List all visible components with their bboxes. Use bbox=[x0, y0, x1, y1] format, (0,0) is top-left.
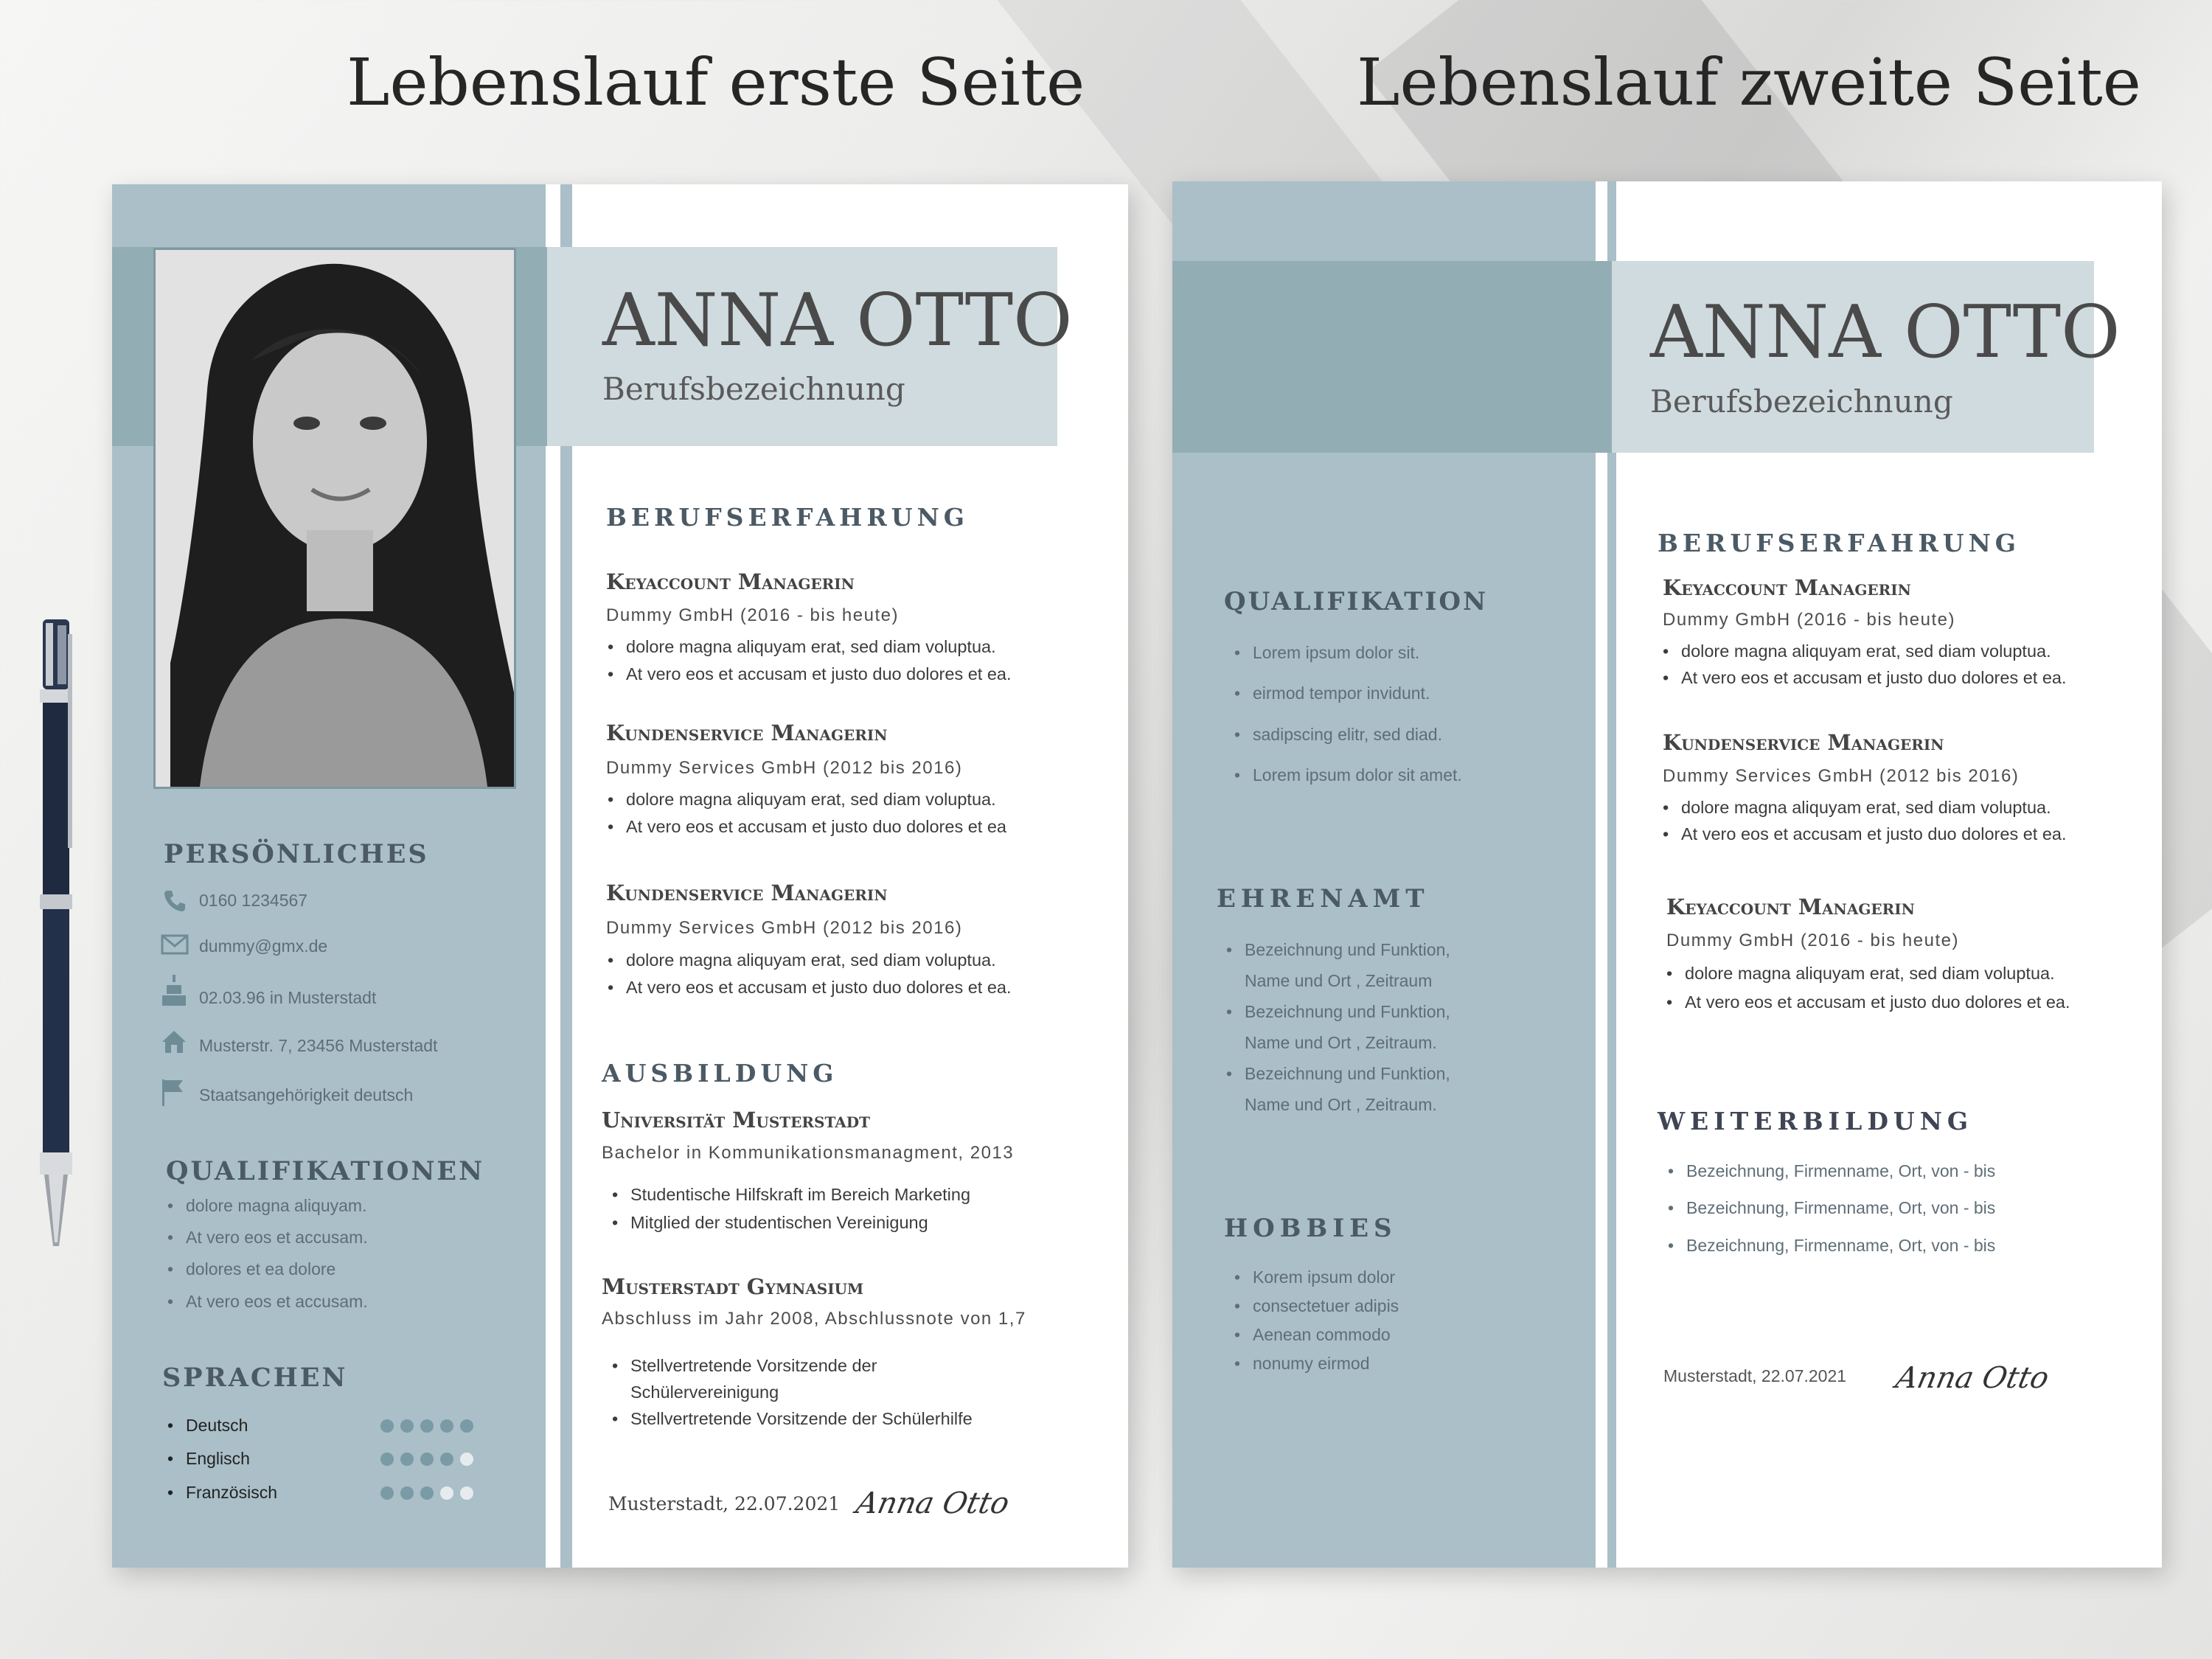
job-entry-bullet: • At vero eos et accusam et justo duo dolores et ea. bbox=[626, 978, 1012, 998]
education-entry-bullet: • Mitglied der studentischen Vereinigung bbox=[630, 1213, 928, 1233]
level-dot-empty bbox=[440, 1486, 453, 1500]
education-entry-bullet: • Stellvertretende Vorsitzende der Schülerhilfe bbox=[630, 1409, 973, 1429]
education-entry-bullet: • Stellvertretende Vorsitzende der bbox=[630, 1356, 877, 1376]
language-name: • Englisch bbox=[186, 1449, 250, 1469]
education-entry-detail: Abschluss im Jahr 2008, Abschlussnote von 1,7 bbox=[602, 1309, 1026, 1329]
volunteer-item-detail: Name und Ort , Zeitraum bbox=[1245, 971, 1433, 990]
flag-icon bbox=[161, 1078, 186, 1103]
training-item: • Bezeichnung, Firmenname, Ort, von - bis bbox=[1686, 1161, 1995, 1181]
level-dot-filled bbox=[440, 1453, 453, 1466]
job-entry-title: Kundenservice Managerin bbox=[1663, 730, 1944, 755]
section-heading-education: AUSBILDUNG bbox=[602, 1059, 838, 1088]
job-entry-bullet: • dolore magna aliquyam erat, sed diam voluptua. bbox=[1681, 641, 2051, 661]
level-dot-empty bbox=[460, 1453, 473, 1466]
header-band-dark bbox=[1172, 261, 1619, 453]
job-entry-bullet: • dolore magna aliquyam erat, sed diam voluptua. bbox=[626, 950, 996, 970]
section-heading-languages: SPRACHEN bbox=[162, 1363, 348, 1393]
job-entry-title: Kundenservice Managerin bbox=[606, 880, 888, 905]
person-name: ANNA OTTO bbox=[1650, 291, 2121, 375]
personal-nationality: Staatsangehörigkeit deutsch bbox=[199, 1085, 414, 1105]
job-title: Berufsbezeichnung bbox=[602, 371, 905, 407]
section-heading-experience: BERUFSERFAHRUNG bbox=[606, 503, 969, 532]
qualification-item: • At vero eos et accusam. bbox=[186, 1292, 368, 1312]
qualification-item: • dolore magna aliquyam. bbox=[186, 1196, 366, 1216]
volunteer-item: • Bezeichnung und Funktion, bbox=[1245, 1002, 1450, 1022]
section-heading-personal: PERSÖNLICHES bbox=[164, 839, 429, 869]
job-entry-company: Dummy GmbH (2016 - bis heute) bbox=[1666, 931, 1959, 950]
qualification-item: • sadipscing elitr, sed diad. bbox=[1253, 725, 1442, 745]
resume-page-1 bbox=[112, 184, 1128, 1568]
level-dot-filled bbox=[400, 1453, 414, 1466]
place-date: Musterstadt, 22.07.2021 bbox=[608, 1493, 841, 1514]
signature: Anna Otto bbox=[853, 1486, 1012, 1520]
resume-page-2 bbox=[1172, 181, 2162, 1568]
job-entry-bullet: • dolore magna aliquyam erat, sed diam voluptua. bbox=[626, 637, 996, 657]
section-heading-training: WEITERBILDUNG bbox=[1658, 1107, 1974, 1135]
job-entry-bullet: • At vero eos et accusam et justo duo dolores et ea. bbox=[1681, 824, 2067, 844]
job-entry-bullet: • At vero eos et accusam et justo duo dolores et ea bbox=[626, 817, 1006, 837]
signature: Anna Otto bbox=[1893, 1361, 2052, 1395]
volunteer-item-detail: Name und Ort , Zeitraum. bbox=[1245, 1095, 1437, 1114]
heading-first-page: Lebenslauf erste Seite bbox=[347, 44, 1085, 120]
level-dot-filled bbox=[420, 1453, 434, 1466]
fountain-pen-image bbox=[29, 612, 83, 1253]
personal-phone: 0160 1234567 bbox=[199, 891, 308, 910]
personal-birth: 02.03.96 in Musterstadt bbox=[199, 988, 377, 1007]
job-entry-title: Kundenservice Managerin bbox=[606, 720, 888, 745]
job-entry-title: Keyaccount Managerin bbox=[606, 569, 855, 594]
heading-second-page: Lebenslauf zweite Seite bbox=[1357, 44, 2141, 120]
job-entry-company: Dummy Services GmbH (2012 bis 2016) bbox=[606, 758, 963, 778]
level-dot-filled bbox=[380, 1453, 394, 1466]
place-date: Musterstadt, 22.07.2021 bbox=[1663, 1366, 1847, 1385]
volunteer-item-detail: Name und Ort , Zeitraum. bbox=[1245, 1033, 1437, 1052]
job-entry-bullet: • At vero eos et accusam et justo duo dolores et ea. bbox=[626, 664, 1012, 684]
volunteer-item: • Bezeichnung und Funktion, bbox=[1245, 1064, 1450, 1084]
level-dot-filled bbox=[400, 1419, 414, 1433]
training-item: • Bezeichnung, Firmenname, Ort, von - bis bbox=[1686, 1198, 1995, 1218]
job-entry-bullet: • dolore magna aliquyam erat, sed diam voluptua. bbox=[626, 790, 996, 810]
job-entry-company: Dummy Services GmbH (2012 bis 2016) bbox=[1663, 766, 2020, 786]
language-level-dots bbox=[380, 1453, 473, 1466]
section-heading-experience: BERUFSERFAHRUNG bbox=[1658, 529, 2020, 557]
level-dot-filled bbox=[400, 1486, 414, 1500]
hobby-item: • Korem ipsum dolor bbox=[1253, 1267, 1395, 1287]
job-entry-company: Dummy GmbH (2016 - bis heute) bbox=[606, 605, 899, 625]
level-dot-filled bbox=[440, 1419, 453, 1433]
job-entry-bullet: • At vero eos et accusam et justo duo dolores et ea. bbox=[1685, 992, 2070, 1012]
hobby-item: • consectetuer adipis bbox=[1253, 1296, 1399, 1316]
language-level-dots bbox=[380, 1419, 473, 1433]
birthday-cake-icon bbox=[161, 975, 186, 1000]
job-entry-title: Keyaccount Managerin bbox=[1663, 575, 1911, 600]
education-entry-title: Musterstadt Gymnasium bbox=[602, 1274, 864, 1299]
education-entry-title: Universität Musterstadt bbox=[602, 1107, 871, 1133]
person-name: ANNA OTTO bbox=[602, 279, 1073, 363]
section-heading-qualification: QUALIFIKATION bbox=[1224, 587, 1489, 616]
job-entry-company: Dummy Services GmbH (2012 bis 2016) bbox=[606, 918, 963, 938]
education-entry-bullet: • Studentische Hilfskraft im Bereich Marketing bbox=[630, 1185, 970, 1205]
qualification-item: • dolores et ea dolore bbox=[186, 1259, 335, 1279]
language-name: • Deutsch bbox=[186, 1416, 248, 1436]
personal-email: dummy@gmx.de bbox=[199, 936, 328, 956]
level-dot-empty bbox=[460, 1486, 473, 1500]
job-entry-bullet: • dolore magna aliquyam erat, sed diam voluptua. bbox=[1685, 964, 2055, 984]
level-dot-filled bbox=[380, 1486, 394, 1500]
hobby-item: • Aenean commodo bbox=[1253, 1325, 1391, 1345]
language-name: • Französisch bbox=[186, 1483, 277, 1503]
language-level-dots bbox=[380, 1486, 473, 1500]
job-entry-bullet: • dolore magna aliquyam erat, sed diam voluptua. bbox=[1681, 798, 2051, 818]
education-entry-bullet-continuation: Schülervereinigung bbox=[630, 1382, 779, 1402]
qualification-item: • At vero eos et accusam. bbox=[186, 1228, 368, 1248]
qualification-item: • Lorem ipsum dolor sit amet. bbox=[1253, 765, 1462, 785]
profile-photo bbox=[153, 248, 516, 789]
section-heading-qualifications: QUALIFIKATIONEN bbox=[166, 1156, 485, 1186]
job-entry-company: Dummy GmbH (2016 - bis heute) bbox=[1663, 610, 1955, 630]
level-dot-filled bbox=[420, 1486, 434, 1500]
house-icon bbox=[161, 1029, 186, 1054]
qualification-item: • Lorem ipsum dolor sit. bbox=[1253, 643, 1419, 663]
level-dot-filled bbox=[420, 1419, 434, 1433]
section-heading-volunteer: EHRENAMT bbox=[1217, 884, 1430, 914]
education-entry-detail: Bachelor in Kommunikationsmanagment, 2013 bbox=[602, 1143, 1015, 1163]
phone-icon bbox=[162, 888, 187, 914]
qualification-item: • eirmod tempor invidunt. bbox=[1253, 684, 1430, 703]
level-dot-filled bbox=[380, 1419, 394, 1433]
section-heading-hobbies: HOBBIES bbox=[1224, 1214, 1397, 1243]
volunteer-item: • Bezeichnung und Funktion, bbox=[1245, 940, 1450, 960]
job-title: Berufsbezeichnung bbox=[1650, 383, 1953, 420]
level-dot-filled bbox=[460, 1419, 473, 1433]
personal-address: Musterstr. 7, 23456 Musterstadt bbox=[199, 1036, 438, 1055]
mail-icon bbox=[161, 932, 186, 957]
training-item: • Bezeichnung, Firmenname, Ort, von - bis bbox=[1686, 1236, 1995, 1256]
job-entry-title: Keyaccount Managerin bbox=[1666, 894, 1915, 919]
hobby-item: • nonumy eirmod bbox=[1253, 1354, 1370, 1374]
job-entry-bullet: • At vero eos et accusam et justo duo dolores et ea. bbox=[1681, 668, 2067, 688]
